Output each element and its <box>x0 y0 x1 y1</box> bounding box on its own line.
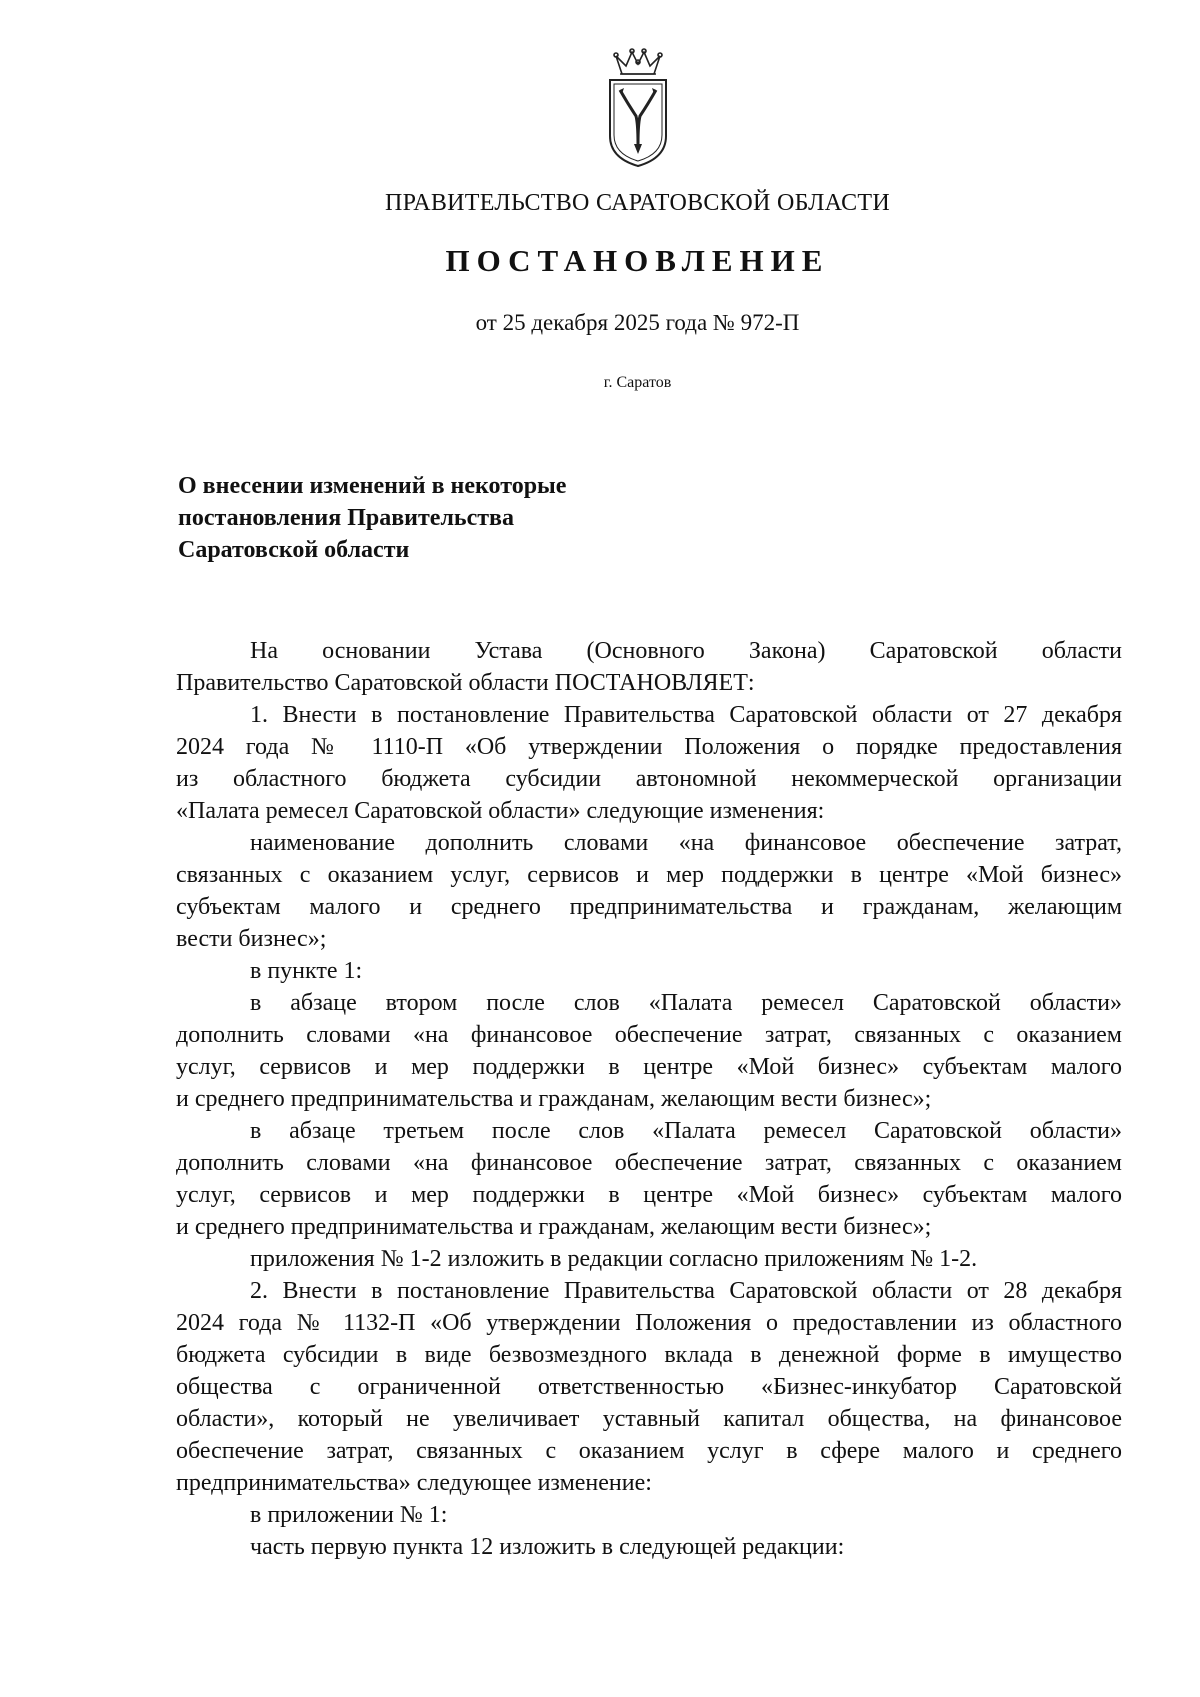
document-type: ПОСТАНОВЛЕНИЕ <box>445 243 830 278</box>
body-line: На основании Устава (Основного Закона) Саратовской области <box>250 638 1122 664</box>
body-line: предпринимательства» следующее изменение: <box>176 1470 652 1496</box>
body-line: наименование дополнить словами «на финансовое обеспечение затрат, <box>250 830 1122 856</box>
body-line: субъектам малого и среднего предпринимательства и гражданам, желающим <box>176 894 1122 920</box>
body-line: «Палата ремесел Саратовской области» следующие изменения: <box>176 798 825 824</box>
body-line: приложения № 1-2 изложить в редакции согласно приложениям № 1-2. <box>250 1246 978 1272</box>
subject-line: О внесении изменений в некоторые <box>178 473 567 499</box>
body-line: дополнить словами «на финансовое обеспечение затрат, связанных с оказанием <box>176 1150 1122 1176</box>
document-subject <box>178 470 738 566</box>
document-date-number: от 25 декабря 2025 года № 972-П <box>475 310 800 335</box>
body-line: и среднего предпринимательства и гражданам, желающим вести бизнес»; <box>176 1214 932 1240</box>
body-line: 1. Внести в постановление Правительства Саратовской области от 27 декабря <box>250 702 1122 728</box>
body-line: обеспечение затрат, связанных с оказанием услуг в сфере малого и среднего <box>176 1438 1122 1464</box>
document-body <box>176 635 1122 1563</box>
body-line: связанных с оказанием услуг, сервисов и мер поддержки в центре «Мой бизнес» <box>176 862 1122 888</box>
body-line: бюджета субсидии в виде безвозмездного вклада в денежной форме в имущество <box>176 1342 1122 1368</box>
body-line: в приложении № 1: <box>250 1502 448 1528</box>
body-line: Правительство Саратовской области ПОСТАНОВЛЯЕТ: <box>176 670 755 696</box>
subject-line: Саратовской области <box>178 537 410 563</box>
body-line: вести бизнес»; <box>176 926 327 952</box>
government-name: ПРАВИТЕЛЬСТВО САРАТОВСКОЙ ОБЛАСТИ <box>385 190 890 216</box>
body-line: области», который не увеличивает уставный капитал общества, на финансовое <box>176 1406 1122 1432</box>
body-line: услуг, сервисов и мер поддержки в центре «Мой бизнес» субъектам малого <box>176 1054 1122 1080</box>
body-line: услуг, сервисов и мер поддержки в центре «Мой бизнес» субъектам малого <box>176 1182 1122 1208</box>
body-line: в пункте 1: <box>250 958 363 984</box>
body-line: общества с ограниченной ответственностью «Бизнес-инкубатор Саратовской <box>176 1374 1122 1400</box>
body-line: 2024 года № 1110-П «Об утверждении Положения о порядке предоставления <box>176 734 1122 760</box>
body-line: дополнить словами «на финансовое обеспечение затрат, связанных с оказанием <box>176 1022 1122 1048</box>
body-line: в абзаце втором после слов «Палата ремесел Саратовской области» <box>250 990 1122 1016</box>
body-line: 2024 года № 1132-П «Об утверждении Положения о предоставлении из областного <box>176 1310 1122 1336</box>
body-line: часть первую пункта 12 изложить в следующей редакции: <box>250 1534 845 1560</box>
subject-line: постановления Правительства <box>178 505 514 531</box>
body-line: из областного бюджета субсидии автономной некоммерческой организации <box>176 766 1122 792</box>
coat-of-arms-emblem <box>598 44 678 174</box>
document-city: г. Саратов <box>603 374 672 391</box>
body-line: и среднего предпринимательства и гражданам, желающим вести бизнес»; <box>176 1086 932 1112</box>
body-line: 2. Внести в постановление Правительства Саратовской области от 28 декабря <box>250 1278 1122 1304</box>
body-line: в абзаце третьем после слов «Палата ремесел Саратовской области» <box>250 1118 1122 1144</box>
